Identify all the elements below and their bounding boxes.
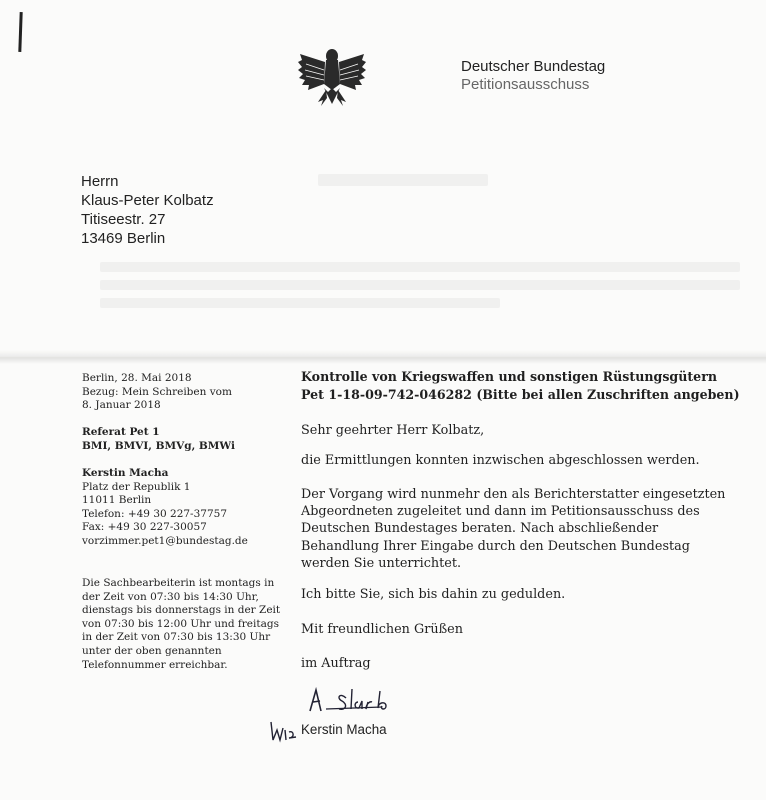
show-through-text — [318, 174, 488, 186]
department: Referat Pet 1 — [82, 426, 160, 438]
fax: Fax: +49 30 227-30057 — [82, 521, 207, 534]
office-hours-line: in der Zeit von 07:30 bis 13:30 Uhr — [82, 631, 271, 644]
recipient-city: 13469 Berlin — [81, 230, 166, 247]
office-hours-line: Die Sachbearbeiterin ist montags in — [82, 577, 275, 589]
paragraph-line: Abgeordneten zugeleitet und dann im Petitionsausschuss des — [301, 504, 700, 520]
reference-date: 8. Januar 2018 — [82, 399, 161, 412]
show-through-text — [100, 280, 740, 290]
show-through-text — [100, 298, 500, 308]
phone: Telefon: +49 30 227-37757 — [82, 507, 228, 520]
email: vorzimmer.pet1@bundestag.de — [82, 534, 248, 547]
handwritten-signature — [306, 684, 406, 714]
pen-mark — [18, 12, 22, 52]
show-through-text — [100, 262, 740, 272]
letter-date: Berlin, 28. Mai 2018 — [82, 372, 192, 384]
institution-name: Deutscher Bundestag — [461, 58, 606, 75]
office-hours-line: Telefonnummer erreichbar. — [82, 658, 228, 671]
sidebar-date-block — [82, 372, 282, 413]
sidebar-department-block — [82, 426, 282, 453]
paragraph-line: Der Vorgang wird nunmehr den als Berichterstatter eingesetzten — [301, 487, 726, 502]
address-street: Platz der Republik 1 — [82, 480, 191, 493]
address-city: 11011 Berlin — [82, 494, 152, 507]
greeting: Sehr geehrter Herr Kolbatz, — [301, 423, 485, 438]
signer-name: Kerstin Macha — [301, 722, 387, 737]
ministries: BMI, BMVI, BMVg, BMWi — [82, 439, 235, 452]
office-hours-line: unter der oben genannten — [82, 644, 222, 657]
on-behalf: im Auftrag — [301, 656, 371, 671]
recipient-street: Titiseestr. 27 — [81, 211, 166, 228]
office-hours-line: von 07:30 bis 12:00 Uhr und freitags — [82, 617, 279, 630]
office-hours-line: dienstags bis donnerstags in der Zeit — [82, 604, 281, 617]
recipient-name: Klaus-Peter Kolbatz — [81, 192, 214, 209]
handwritten-initials — [268, 718, 298, 744]
paragraph-3: Ich bitte Sie, sich bis dahin zu gedulden. — [301, 587, 566, 602]
petition-reference: Pet 1-18-09-742-046282 (Bitte bei allen Zuschriften angeben) — [301, 387, 740, 402]
closing: Mit freundlichen Grüßen — [301, 622, 463, 637]
paper-fold — [0, 350, 766, 364]
contact-name: Kerstin Macha — [82, 467, 169, 479]
paragraph-line: Deutschen Bundestages beraten. Nach abschließender — [301, 521, 659, 537]
office-hours-line: der Zeit von 07:30 bis 14:30 Uhr, — [82, 590, 259, 603]
subject-block — [301, 368, 740, 404]
paragraph-1: die Ermittlungen konnten inzwischen abgeschlossen werden. — [301, 453, 700, 468]
bundesadler-eagle-icon — [296, 42, 368, 110]
paragraph-line: Behandlung Ihrer Eingabe durch den Deutschen Bundestag — [301, 538, 690, 554]
office-hours-block — [82, 577, 282, 672]
recipient-salutation: Herrn — [81, 173, 119, 190]
subject-title: Kontrolle von Kriegswaffen und sonstigen Rüstungsgütern — [301, 369, 717, 384]
committee-name: Petitionsausschuss — [461, 76, 590, 93]
paragraph-2 — [301, 486, 725, 572]
paragraph-line: werden Sie unterrichtet. — [301, 555, 462, 571]
sidebar-contact-block — [82, 467, 282, 549]
reference-line: Bezug: Mein Schreiben vom — [82, 385, 232, 398]
recipient-address — [81, 172, 214, 248]
